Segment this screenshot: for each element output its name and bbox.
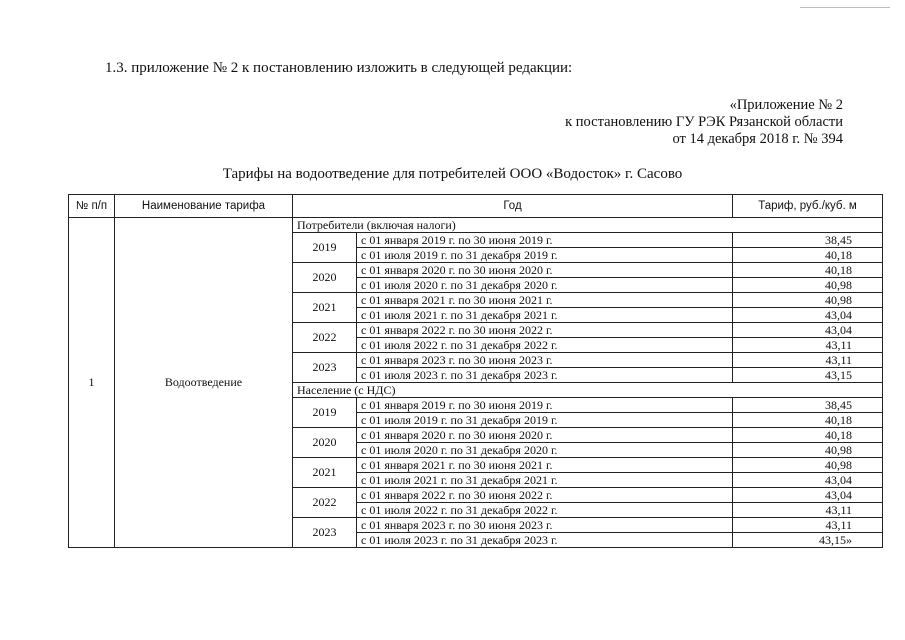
period-cell: с 01 января 2020 г. по 30 июня 2020 г. [357,428,733,443]
group-label: Потребители (включая налоги) [293,218,883,233]
period-cell: с 01 июля 2021 г. по 31 декабря 2021 г. [357,308,733,323]
tariff-value-cell: 43,11 [733,353,883,368]
year-cell: 2022 [293,323,357,353]
header-no: № п/п [69,195,115,218]
header-name: Наименование тарифа [115,195,293,218]
appendix-line-3: от 14 декабря 2018 г. № 394 [672,131,843,147]
tariff-value-cell: 43,11 [733,503,883,518]
period-cell: с 01 июля 2022 г. по 31 декабря 2022 г. [357,338,733,353]
tariff-value-cell: 43,11 [733,518,883,533]
tariff-value-cell: 43,15» [733,533,883,548]
year-cell: 2021 [293,293,357,323]
period-cell: с 01 января 2021 г. по 30 июня 2021 г. [357,458,733,473]
header-year: Год [293,195,733,218]
appendix-line-2: к постановлению ГУ РЭК Рязанской области [565,114,843,130]
document-title: Тарифы на водоотведение для потребителей ООО «Водосток» г. Сасово [222,166,683,182]
row-number: 1 [69,218,115,548]
tariff-value-cell: 40,18 [733,428,883,443]
tariff-value-cell: 40,18 [733,263,883,278]
period-cell: с 01 января 2019 г. по 30 июня 2019 г. [357,233,733,248]
table-header-row [69,195,883,218]
period-cell: с 01 января 2021 г. по 30 июня 2021 г. [357,293,733,308]
year-cell: 2023 [293,518,357,548]
header-rule [800,7,890,8]
tariff-value-cell: 40,98 [733,278,883,293]
period-cell: с 01 января 2022 г. по 30 июня 2022 г. [357,488,733,503]
year-cell: 2021 [293,458,357,488]
year-cell: 2020 [293,428,357,458]
period-cell: с 01 июля 2020 г. по 31 декабря 2020 г. [357,443,733,458]
period-cell: с 01 января 2020 г. по 30 июня 2020 г. [357,263,733,278]
tariff-value-cell: 43,15 [733,368,883,383]
period-cell: с 01 января 2023 г. по 30 июня 2023 г. [357,353,733,368]
tariff-value-cell: 43,11 [733,338,883,353]
period-cell: с 01 июля 2023 г. по 31 декабря 2023 г. [357,533,733,548]
tariff-value-cell: 38,45 [733,233,883,248]
tariff-value-cell: 43,04 [733,473,883,488]
appendix-line-1: «Приложение № 2 [729,97,843,113]
year-cell: 2019 [293,398,357,428]
year-cell: 2019 [293,233,357,263]
period-cell: с 01 июля 2020 г. по 31 декабря 2020 г. [357,278,733,293]
header-tariff: Тариф, руб./куб. м [733,195,883,218]
period-cell: с 01 июля 2022 г. по 31 декабря 2022 г. [357,503,733,518]
period-cell: с 01 января 2019 г. по 30 июня 2019 г. [357,398,733,413]
period-cell: с 01 июля 2021 г. по 31 декабря 2021 г. [357,473,733,488]
group-label: Население (с НДС) [293,383,883,398]
tariff-value-cell: 43,04 [733,323,883,338]
appendix-reference [565,97,843,148]
tariff-value-cell: 40,98 [733,443,883,458]
year-cell: 2023 [293,353,357,383]
group-row [69,218,883,233]
year-cell: 2022 [293,488,357,518]
tariff-value-cell: 40,18 [733,413,883,428]
tariff-value-cell: 43,04 [733,488,883,503]
period-cell: с 01 января 2023 г. по 30 июня 2023 г. [357,518,733,533]
year-cell: 2020 [293,263,357,293]
tariff-value-cell: 40,18 [733,248,883,263]
tariff-name: Водоотведение [115,218,293,548]
tariff-value-cell: 40,98 [733,293,883,308]
period-cell: с 01 июля 2019 г. по 31 декабря 2019 г. [357,248,733,263]
tariff-value-cell: 40,98 [733,458,883,473]
tariff-value-cell: 43,04 [733,308,883,323]
period-cell: с 01 января 2022 г. по 30 июня 2022 г. [357,323,733,338]
tariff-table [68,194,883,548]
period-cell: с 01 июля 2023 г. по 31 декабря 2023 г. [357,368,733,383]
tariff-value-cell: 38,45 [733,398,883,413]
period-cell: с 01 июля 2019 г. по 31 декабря 2019 г. [357,413,733,428]
intro-paragraph: 1.3. приложение № 2 к постановлению изложить в следующей редакции: [105,60,573,76]
